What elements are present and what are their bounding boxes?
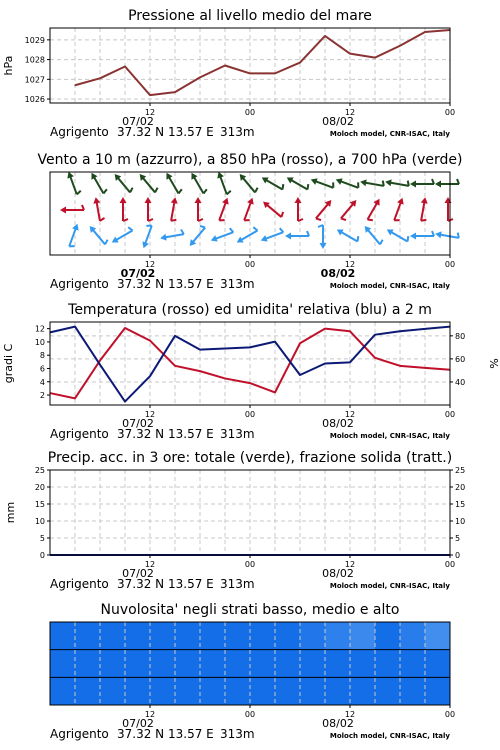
time-tick-label: 12 <box>144 710 156 719</box>
cloud-cell-medio <box>425 650 450 678</box>
wind-barb-10m <box>337 229 359 241</box>
wind-barb-700hPa <box>262 177 284 189</box>
y-tick-label: 1028 <box>24 55 45 65</box>
cloud-cell-basso <box>100 677 125 705</box>
y-tick-label: 20 <box>34 483 45 492</box>
cloud-cell-alto <box>225 622 250 650</box>
cloud-cell-alto <box>175 622 200 650</box>
data-point <box>399 45 400 46</box>
cloud-cell-basso <box>425 677 450 705</box>
wind-barb-700hPa <box>410 179 434 188</box>
model-credit: Moloch model, CNR-ISAC, Italy <box>329 130 450 138</box>
station-lon: 13.57 E <box>168 577 214 591</box>
wind-head <box>410 181 416 188</box>
cloud-cell-medio <box>250 650 275 678</box>
wind-feather <box>181 230 184 235</box>
date-label: 07/02 <box>122 115 154 128</box>
station-alt: 313m <box>220 577 255 591</box>
station-lon: 13.57 E <box>168 427 214 441</box>
y-tick-label: 25 <box>34 466 45 475</box>
data-point <box>99 360 100 361</box>
cloud-cell-alto <box>50 622 75 650</box>
wind-feather <box>104 189 107 193</box>
station-lat: 37.32 N <box>117 125 165 139</box>
station-name: Agrigento <box>50 125 109 139</box>
data-point <box>349 362 350 363</box>
cloud-cell-basso <box>75 677 100 705</box>
station-lat: 37.32 N <box>117 277 165 291</box>
cloud-cell-alto <box>150 622 175 650</box>
date-label: 07/02 <box>122 717 154 730</box>
data-point <box>99 78 100 79</box>
time-tick-label: 00 <box>244 108 256 117</box>
data-point <box>174 335 175 336</box>
data-point <box>399 331 400 332</box>
data-point <box>99 364 100 365</box>
wind-barb-850hPa <box>60 205 84 214</box>
wind-barb-10m <box>190 226 205 246</box>
cloud-cell-medio <box>125 650 150 678</box>
y2-tick-label: 15 <box>455 500 466 509</box>
wind-barb-10m <box>387 229 409 241</box>
wind-feather <box>155 188 158 193</box>
cloud-cell-alto <box>100 622 125 650</box>
cloud-cell-medio <box>225 650 250 678</box>
wind-feather <box>368 220 373 221</box>
wind-head <box>171 197 178 204</box>
cloud-cell-medio <box>175 650 200 678</box>
date-label: 08/02 <box>322 717 354 730</box>
data-point <box>424 328 425 329</box>
wind-barb-850hPa <box>421 197 428 221</box>
wind-barb-10m <box>261 228 284 241</box>
wind-barb-700hPa <box>435 179 459 188</box>
data-point <box>124 66 125 67</box>
cloud-cell-basso <box>150 677 175 705</box>
data-point <box>149 95 150 96</box>
cloud-cell-alto <box>250 622 275 650</box>
wind-head <box>360 179 367 186</box>
panel-temperature <box>2 302 500 441</box>
station-name: Agrigento <box>50 577 109 591</box>
date-label: 07/02 <box>120 267 156 280</box>
y2-tick-label: 25 <box>455 466 466 475</box>
data-point <box>374 57 375 58</box>
cloud-cell-medio <box>350 650 375 678</box>
wind-barb-850hPa <box>341 200 356 220</box>
wind-barb-850hPa <box>219 198 228 221</box>
cloud-cell-alto <box>75 622 100 650</box>
wind-barb-700hPa <box>217 172 230 195</box>
wind-barb-850hPa <box>394 198 403 221</box>
wind-barb-700hPa <box>91 173 106 194</box>
wind-head <box>385 179 392 186</box>
data-point <box>424 31 425 32</box>
data-point <box>124 327 125 328</box>
wind-head <box>160 234 167 241</box>
time-tick-label: 00 <box>444 260 456 269</box>
wind-barb-10m <box>410 231 434 240</box>
y-axis-label: gradi C <box>2 343 15 384</box>
data-point <box>199 371 200 372</box>
wind-head <box>435 231 442 238</box>
station-lat: 37.32 N <box>117 427 165 441</box>
date-label: 08/02 <box>320 267 356 280</box>
date-label: 07/02 <box>122 417 154 430</box>
data-point <box>74 398 75 399</box>
cloud-cell-alto <box>375 622 400 650</box>
wind-barb-700hPa <box>191 173 206 194</box>
time-tick-label: 00 <box>244 710 256 719</box>
wind-barb-850hPa <box>244 198 253 221</box>
time-tick-label: 00 <box>444 710 456 719</box>
wind-feather <box>341 218 346 220</box>
data-point <box>124 401 125 402</box>
cloud-cell-medio <box>400 650 425 678</box>
data-point <box>299 343 300 344</box>
wind-barb-850hPa <box>145 197 154 221</box>
wind-barb-10m <box>365 226 383 244</box>
wind-head <box>60 207 66 214</box>
wind-barb-10m <box>90 226 108 244</box>
wind-barb-850hPa <box>195 197 204 221</box>
panel-clouds <box>50 602 455 741</box>
cloud-cell-basso <box>50 677 75 705</box>
wind-barb-700hPa <box>115 174 133 192</box>
wind-barb-700hPa <box>385 179 409 186</box>
y2-tick-label: 40 <box>455 377 466 387</box>
wind-barb-10m <box>160 230 184 241</box>
cloud-cell-alto <box>125 622 150 650</box>
model-credit: Moloch model, CNR-ISAC, Italy <box>329 732 450 740</box>
wind-barb-850hPa <box>445 197 454 221</box>
cloud-cell-medio <box>300 650 325 678</box>
wind-barb-10m <box>112 227 133 242</box>
wind-feather <box>316 218 321 220</box>
cloud-cell-alto <box>275 622 300 650</box>
panel-title: Precip. acc. in 3 ore: totale (verde), frazione solida (tratt.) <box>47 450 453 466</box>
data-point <box>249 347 250 348</box>
data-point <box>299 374 300 375</box>
wind-feather <box>253 227 257 230</box>
cloud-cell-basso <box>250 677 275 705</box>
panel-title: Temperatura (rosso) ed umidita' relativa (blu) a 2 m <box>68 302 432 318</box>
time-tick-label: 12 <box>144 560 156 569</box>
wind-feather <box>77 191 81 195</box>
cloud-cell-medio <box>325 650 350 678</box>
model-credit: Moloch model, CNR-ISAC, Italy <box>329 432 450 440</box>
y-tick-label: 6 <box>39 364 45 374</box>
data-point <box>324 363 325 364</box>
wind-feather <box>380 240 383 245</box>
time-tick-label: 00 <box>244 560 256 569</box>
y2-tick-label: 20 <box>455 483 466 492</box>
station-alt: 313m <box>220 427 255 441</box>
cloud-cell-basso <box>200 677 225 705</box>
wind-barb-10m <box>285 231 309 240</box>
y-tick-label: 12 <box>34 324 45 334</box>
time-tick-label: 12 <box>144 108 156 117</box>
wind-barb-10m <box>237 227 258 242</box>
time-tick-label: 00 <box>244 410 256 419</box>
wind-barb-850hPa <box>263 202 283 217</box>
cloud-cell-basso <box>375 677 400 705</box>
model-credit: Moloch model, CNR-ISAC, Italy <box>329 282 450 290</box>
cloud-cell-medio <box>75 650 100 678</box>
cloud-cell-medio <box>375 650 400 678</box>
wind-feather <box>308 184 309 189</box>
date-label: 08/02 <box>322 115 354 128</box>
panel-pressure <box>2 8 455 139</box>
data-point <box>324 328 325 329</box>
y2-tick-label: 0 <box>455 551 461 560</box>
station-lat: 37.32 N <box>117 727 165 741</box>
y2-tick-label: 60 <box>455 354 466 364</box>
data-point <box>174 365 175 366</box>
y-tick-label: 10 <box>34 337 45 347</box>
station-alt: 313m <box>220 125 255 139</box>
wind-head <box>93 197 100 204</box>
wind-feather <box>383 181 384 186</box>
wind-feather <box>358 236 359 241</box>
cloud-cell-basso <box>225 677 250 705</box>
panel-title: Nuvolosita' negli strati basso, medio e alto <box>100 602 400 618</box>
cloud-cell-medio <box>100 650 125 678</box>
wind-feather <box>200 226 205 228</box>
cloud-cell-alto <box>325 622 350 650</box>
wind-barb-850hPa <box>295 197 304 221</box>
data-point <box>174 92 175 93</box>
data-point <box>349 331 350 332</box>
time-tick-label: 12 <box>344 710 356 719</box>
wind-barb-10m <box>211 228 234 241</box>
cloud-cell-basso <box>350 677 375 705</box>
cloud-cell-medio <box>275 650 300 678</box>
cloud-cell-medio <box>150 650 175 678</box>
y2-tick-label: 80 <box>455 331 466 341</box>
y-tick-label: 4 <box>39 377 45 387</box>
cloud-cell-basso <box>325 677 350 705</box>
wind-feather <box>230 228 234 232</box>
station-lon: 13.57 E <box>168 277 214 291</box>
data-point <box>274 73 275 74</box>
wind-barb-700hPa <box>166 173 181 194</box>
time-tick-label: 12 <box>344 410 356 419</box>
wind-feather <box>408 236 409 241</box>
data-point <box>199 349 200 350</box>
wind-barb-700hPa <box>240 174 258 192</box>
data-point <box>249 382 250 383</box>
time-tick-label: 00 <box>444 410 456 419</box>
cloud-cell-alto <box>300 622 325 650</box>
data-point <box>299 62 300 63</box>
wind-feather <box>130 188 133 193</box>
time-tick-label: 00 <box>444 560 456 569</box>
cloud-cell-basso <box>400 677 425 705</box>
data-point <box>374 357 375 358</box>
station-lon: 13.57 E <box>168 125 214 139</box>
station-lat: 37.32 N <box>117 577 165 591</box>
time-tick-label: 12 <box>344 260 356 269</box>
y-tick-label: 10 <box>34 517 45 526</box>
date-label: 08/02 <box>322 417 354 430</box>
data-point <box>74 85 75 86</box>
cloud-cell-alto <box>200 622 225 650</box>
data-point <box>274 341 275 342</box>
cloud-cell-alto <box>425 622 450 650</box>
station-name: Agrigento <box>50 277 109 291</box>
date-label: 08/02 <box>322 567 354 580</box>
station-alt: 313m <box>220 727 255 741</box>
cloud-cell-alto <box>350 622 375 650</box>
time-tick-label: 00 <box>444 108 456 117</box>
y2-axis-label: % <box>487 358 500 369</box>
wind-feather <box>100 218 105 221</box>
wind-barb-850hPa <box>93 197 104 221</box>
data-point <box>224 348 225 349</box>
data-point <box>74 326 75 327</box>
y-tick-label: 1027 <box>24 75 45 85</box>
wind-feather <box>458 233 459 238</box>
panel-title: Pressione al livello medio del mare <box>128 8 372 24</box>
data-point <box>349 53 350 54</box>
wind-feather <box>408 181 409 186</box>
y-tick-label: 1026 <box>24 95 45 105</box>
wind-barb-850hPa <box>316 200 331 220</box>
cloud-cell-medio <box>200 650 225 678</box>
cloud-cell-alto <box>400 622 425 650</box>
wind-feather <box>179 189 182 193</box>
wind-barb-700hPa <box>360 179 384 186</box>
y-tick-label: 1029 <box>24 35 45 45</box>
station-name: Agrigento <box>50 427 109 441</box>
wind-barb-10m <box>69 224 78 247</box>
wind-barb-850hPa <box>120 197 129 221</box>
time-tick-label: 00 <box>244 260 256 269</box>
wind-barb-700hPa <box>287 177 309 189</box>
time-tick-label: 12 <box>144 260 156 269</box>
wind-head <box>285 233 291 240</box>
wind-head <box>410 233 416 240</box>
wind-feather <box>227 191 231 195</box>
date-label: 07/02 <box>122 567 154 580</box>
station-lon: 13.57 E <box>168 727 214 741</box>
y-tick-label: 5 <box>39 534 45 543</box>
y2-tick-label: 5 <box>455 534 461 543</box>
y-axis-label: hPa <box>2 55 15 76</box>
wind-head <box>421 197 428 204</box>
wind-feather <box>171 220 176 221</box>
wind-feather <box>128 227 132 230</box>
wind-feather <box>280 228 284 232</box>
wind-feather <box>281 212 283 217</box>
cloud-cell-basso <box>125 677 150 705</box>
y2-tick-label: 10 <box>455 517 466 526</box>
data-point <box>224 378 225 379</box>
station-name: Agrigento <box>50 727 109 741</box>
time-tick-label: 12 <box>344 108 356 117</box>
wind-feather <box>255 188 258 193</box>
data-point <box>149 340 150 341</box>
data-point <box>249 73 250 74</box>
y-tick-label: 0 <box>39 551 45 560</box>
wind-barb-850hPa <box>171 197 178 221</box>
cloud-cell-basso <box>275 677 300 705</box>
wind-barb-700hPa <box>311 178 334 187</box>
cloud-cell-basso <box>175 677 200 705</box>
data-point <box>224 65 225 66</box>
data-point <box>374 334 375 335</box>
y-axis-label: mm <box>4 501 17 524</box>
panel-wind <box>37 152 462 291</box>
cloud-cell-basso <box>300 677 325 705</box>
wind-feather <box>421 220 426 221</box>
wind-barb-850hPa <box>368 199 380 221</box>
data-point <box>274 392 275 393</box>
y-tick-label: 8 <box>39 351 45 361</box>
time-tick-label: 12 <box>144 410 156 419</box>
wind-feather <box>283 184 284 189</box>
y-tick-label: 2 <box>39 391 45 401</box>
panel-title: Vento a 10 m (azzurro), a 850 hPa (rosso), a 700 hPa (verde) <box>37 152 463 168</box>
time-tick-label: 12 <box>344 560 356 569</box>
data-point <box>199 77 200 78</box>
wind-head <box>435 181 441 188</box>
wind-barb-700hPa <box>336 178 359 187</box>
wind-barb-10m <box>435 231 459 238</box>
data-point <box>149 376 150 377</box>
panel-precip <box>4 450 465 591</box>
wind-feather <box>105 240 108 245</box>
model-credit: Moloch model, CNR-ISAC, Italy <box>329 582 450 590</box>
wind-barb-700hPa <box>140 174 158 192</box>
wind-feather <box>204 189 207 193</box>
wind-barb-700hPa <box>67 172 80 195</box>
cloud-cell-medio <box>50 650 75 678</box>
data-point <box>399 365 400 366</box>
data-point <box>324 35 325 36</box>
data-point <box>424 367 425 368</box>
y-tick-label: 15 <box>34 500 45 509</box>
station-alt: 313m <box>220 277 255 291</box>
